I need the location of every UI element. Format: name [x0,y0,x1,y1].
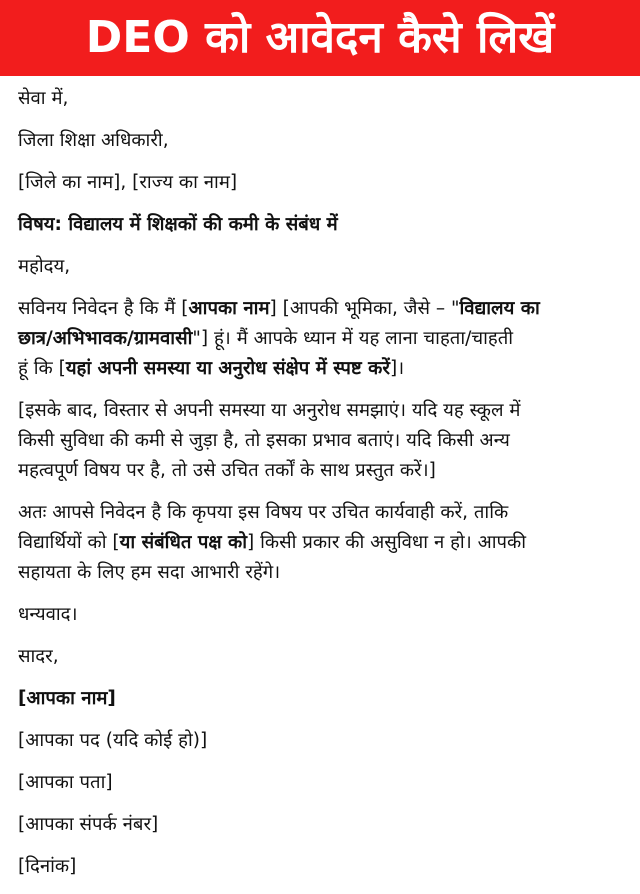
bold-placeholder: विद्यालय का [459,298,540,319]
text-segment: हूं कि [ [18,358,66,379]
sender-address: [आपका पता] [18,772,113,793]
paragraph-row [18,324,626,354]
greeting: महोदय, [18,256,71,277]
page-title: DEO को आवेदन कैसे लिखें [85,12,555,63]
text-segment: "] हूं। मैं आपके ध्यान में यह लाना चाहता/चाहती [192,328,514,349]
sender-name: [आपका नाम] [18,688,116,709]
paragraph-row: सहायता के लिए हम सदा आभारी रहेंगे। [18,562,281,583]
title-banner [0,0,640,76]
letter-date: [दिनांक] [18,856,77,877]
sender-position: [आपका पद (यदि कोई हो)] [18,730,208,751]
text-segment: ]। [389,358,405,379]
paragraph-row: महत्वपूर्ण विषय पर है, तो उसे उचित तर्कों के साथ प्रस्तुत करें।] [18,460,436,481]
paragraph-row [18,294,626,324]
body-paragraph-1 [18,294,626,384]
text-segment: ] [आपकी भूमिका, जैसे – " [269,298,460,319]
bold-placeholder: आपका नाम [188,298,270,319]
body-paragraph-3 [18,498,626,588]
paragraph-row [18,528,626,558]
paragraph-row [18,354,626,384]
text-segment: विद्यार्थियों को [ [18,532,120,553]
sender-contact: [आपका संपर्क नंबर] [18,814,159,835]
salutation-to: सेवा में, [18,88,69,109]
body-paragraph-2 [18,396,626,486]
recipient-address: [जिले का नाम], [राज्य का नाम] [18,172,238,193]
paragraph-row: किसी सुविधा की कमी से जुड़ा है, तो इसका प्रभाव बताएं। यदि किसी अन्य [18,430,510,451]
subject-line: विषय: विद्यालय में शिक्षकों की कमी के संबंध में [18,214,338,235]
closing-line: सादर, [18,646,59,667]
bold-placeholder: यहां अपनी समस्या या अनुरोध संक्षेप में स्पष्ट करें [65,358,390,379]
text-segment: ] किसी प्रकार की असुविधा न हो। आपकी [247,532,527,553]
bold-placeholder: या संबंधित पक्ष को [119,532,248,553]
paragraph-row: अतः आपसे निवेदन है कि कृपया इस विषय पर उचित कार्यवाही करें, ताकि [18,502,509,523]
recipient: जिला शिक्षा अधिकारी, [18,130,169,151]
paragraph-row: [इसके बाद, विस्तार से अपनी समस्या या अनुरोध समझाएं। यदि यह स्कूल में [18,400,521,421]
application-letter [18,84,626,894]
bold-placeholder: छात्र/अभिभावक/ग्रामवासी [18,328,193,349]
thanks-line: धन्यवाद। [18,604,78,625]
text-segment: सविनय निवेदन है कि मैं [ [18,298,189,319]
